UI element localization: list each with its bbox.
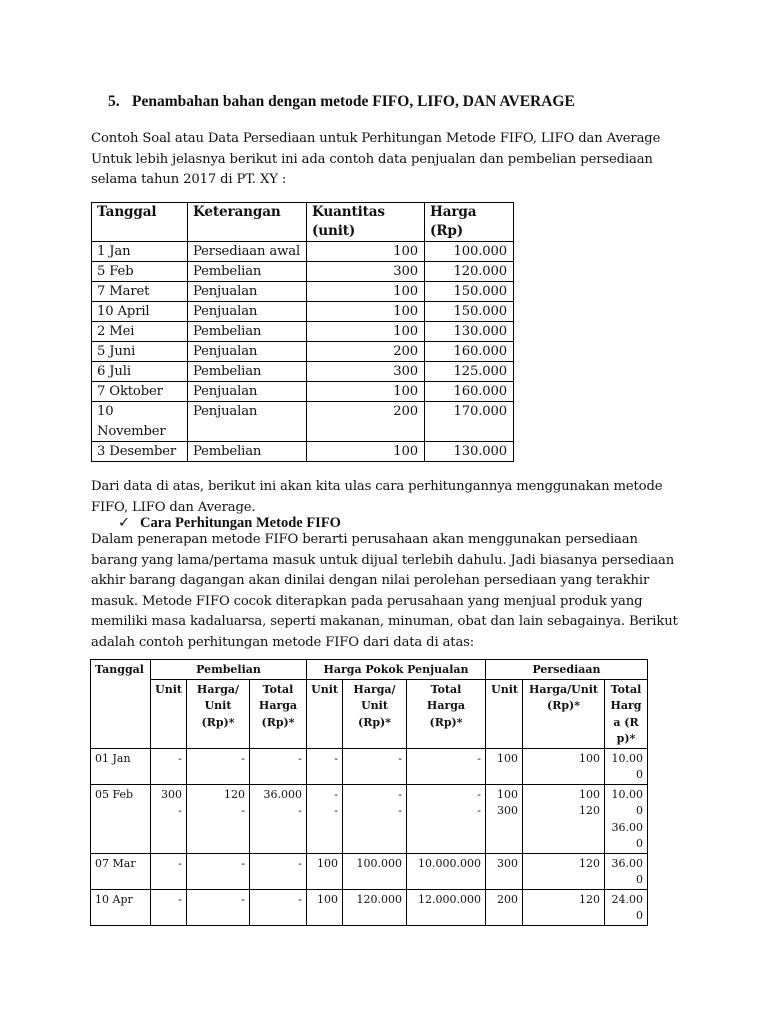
cell-line: 300 bbox=[161, 787, 182, 801]
cell-line: - bbox=[334, 787, 338, 801]
cell-hpp-harga-unit bbox=[343, 889, 407, 925]
cell-pembelian-harga-unit bbox=[187, 889, 250, 925]
cell-persediaan-harga-unit bbox=[523, 784, 605, 853]
cell-harga: 160.000 bbox=[425, 382, 514, 402]
cell-persediaan-unit bbox=[486, 889, 523, 925]
cell-tanggal: 07 Mar bbox=[91, 853, 151, 889]
table-row bbox=[91, 748, 648, 784]
cell-line: 0 bbox=[636, 837, 643, 850]
cell-keterangan: Pembelian bbox=[188, 262, 307, 282]
cell-tanggal: 7 Oktober bbox=[92, 382, 188, 402]
cell-line: 120 bbox=[224, 787, 245, 801]
cell-line: - bbox=[241, 804, 245, 817]
intro-line: Contoh Soal atau Data Persediaan untuk Perhitungan Metode FIFO, LIFO dan Average bbox=[91, 131, 661, 146]
cell-line: - bbox=[298, 751, 302, 765]
cell-line: 0 bbox=[636, 909, 643, 922]
cell-harga: 150.000 bbox=[425, 282, 514, 302]
intro-line: Untuk lebih jelasnya berikut ini ada contoh data penjualan dan pembelian persediaan bbox=[91, 151, 653, 167]
text-line: masuk. Metode FIFO cocok diterapkan pada perusahaan yang menjual produk yang bbox=[91, 593, 643, 609]
cell-harga: 130.000 bbox=[425, 442, 514, 462]
inventory-data-table bbox=[91, 202, 514, 462]
header-unit: Unit bbox=[486, 679, 523, 748]
cell-line: 300 bbox=[497, 856, 518, 870]
cell-persediaan-total bbox=[605, 889, 648, 925]
header-pembelian: Pembelian bbox=[151, 660, 307, 680]
table-row bbox=[91, 853, 648, 889]
transition-paragraph bbox=[91, 477, 691, 518]
cell-line: - bbox=[398, 751, 402, 765]
cell-kuantitas: 300 bbox=[307, 262, 425, 282]
cell-line: - bbox=[477, 787, 481, 801]
cell-harga: 170.000 bbox=[425, 402, 514, 442]
cell-line: 36.00 bbox=[611, 820, 643, 834]
cell-line: 120 bbox=[579, 892, 600, 906]
table-row bbox=[92, 262, 514, 282]
cell-kuantitas: 100 bbox=[307, 282, 425, 302]
cell-persediaan-harga-unit bbox=[523, 748, 605, 784]
cell-keterangan: Penjualan bbox=[188, 342, 307, 362]
fifo-calculation-table bbox=[90, 659, 648, 926]
header-tanggal: Tanggal bbox=[91, 660, 151, 749]
header-unit: Unit bbox=[151, 679, 187, 748]
cell-line: 24.00 bbox=[611, 892, 643, 906]
cell-line: 100 bbox=[317, 856, 338, 870]
cell-line: 100 bbox=[579, 751, 600, 765]
cell-line: 100 bbox=[579, 787, 600, 801]
cell-keterangan: Pembelian bbox=[188, 362, 307, 382]
cell-line: - bbox=[241, 892, 245, 906]
cell-line: 36.000 bbox=[263, 787, 302, 801]
cell-line: 36.00 bbox=[611, 856, 643, 870]
cell-line: - bbox=[398, 787, 402, 801]
cell-kuantitas: 200 bbox=[307, 402, 425, 442]
cell-line: 10.00 bbox=[611, 787, 643, 801]
section-heading bbox=[108, 93, 575, 111]
table-row bbox=[92, 242, 514, 262]
cell-line: - bbox=[477, 804, 481, 817]
cell-line: 100 bbox=[497, 751, 518, 765]
cell-kuantitas: 100 bbox=[307, 242, 425, 262]
cell-line: 10.00 bbox=[611, 751, 643, 765]
cell-pembelian-total bbox=[250, 889, 307, 925]
cell-hpp-harga-unit bbox=[343, 853, 407, 889]
cell-line: - bbox=[178, 804, 182, 817]
header-persediaan: Persediaan bbox=[486, 660, 648, 680]
cell-hpp-total bbox=[407, 748, 486, 784]
cell-tanggal: 6 Juli bbox=[92, 362, 188, 382]
cell-line: 12.000.000 bbox=[418, 892, 481, 906]
cell-tanggal: 01 Jan bbox=[91, 748, 151, 784]
cell-keterangan: Pembelian bbox=[188, 322, 307, 342]
cell-kuantitas: 300 bbox=[307, 362, 425, 382]
cell-line: 100.000 bbox=[356, 856, 402, 870]
cell-pembelian-harga-unit bbox=[187, 748, 250, 784]
header-total-harga: Total Harg a (Rp)* bbox=[605, 679, 648, 748]
cell-hpp-unit bbox=[307, 853, 343, 889]
cell-line: - bbox=[477, 751, 481, 765]
cell-line: - bbox=[298, 856, 302, 870]
cell-pembelian-harga-unit bbox=[187, 784, 250, 853]
cell-line: 10.000.000 bbox=[418, 856, 481, 870]
table-row bbox=[92, 442, 514, 462]
header-hpp: Harga Pokok Penjualan bbox=[307, 660, 486, 680]
cell-hpp-unit bbox=[307, 889, 343, 925]
sub-header-row bbox=[91, 679, 648, 748]
cell-pembelian-unit bbox=[151, 853, 187, 889]
header-keterangan: Keterangan bbox=[188, 203, 307, 242]
cell-line: - bbox=[178, 751, 182, 765]
cell-harga: 160.000 bbox=[425, 342, 514, 362]
cell-tanggal: 05 Feb bbox=[91, 784, 151, 853]
text-line: adalah contoh perhitungan metode FIFO dari data di atas: bbox=[91, 634, 475, 650]
cell-tanggal: 5 Feb bbox=[92, 262, 188, 282]
cell-kuantitas: 100 bbox=[307, 382, 425, 402]
cell-line: 0 bbox=[636, 768, 643, 781]
cell-harga: 130.000 bbox=[425, 322, 514, 342]
table-row bbox=[92, 302, 514, 322]
cell-tanggal: 10 November bbox=[92, 402, 188, 442]
cell-persediaan-harga-unit bbox=[523, 853, 605, 889]
text-line: akhir barang dagangan akan dinilai dengan nilai perolehan persediaan yang terakhir bbox=[91, 573, 650, 588]
table-row bbox=[92, 382, 514, 402]
cell-line: 300 bbox=[497, 804, 518, 817]
header-kuantitas: Kuantitas (unit) bbox=[307, 203, 425, 242]
intro-line: selama tahun 2017 di PT. XY : bbox=[91, 172, 287, 187]
table-row bbox=[92, 282, 514, 302]
cell-pembelian-unit bbox=[151, 889, 187, 925]
header-unit: Unit bbox=[307, 679, 343, 748]
cell-tanggal: 2 Mei bbox=[92, 322, 188, 342]
cell-pembelian-unit bbox=[151, 748, 187, 784]
cell-tanggal: 3 Desember bbox=[92, 442, 188, 462]
cell-line: 100 bbox=[317, 892, 338, 906]
cell-persediaan-harga-unit bbox=[523, 889, 605, 925]
header-harga: Harga (Rp) bbox=[425, 203, 514, 242]
header-total-harga: Total Harga (Rp)* bbox=[407, 679, 486, 748]
cell-line: 200 bbox=[497, 892, 518, 906]
cell-harga: 150.000 bbox=[425, 302, 514, 322]
cell-hpp-total bbox=[407, 853, 486, 889]
cell-keterangan: Penjualan bbox=[188, 282, 307, 302]
section-title: Penambahan bahan dengan metode FIFO, LIFO, DAN AVERAGE bbox=[132, 93, 575, 110]
cell-pembelian-total bbox=[250, 748, 307, 784]
fifo-paragraph bbox=[91, 530, 691, 653]
group-header-row bbox=[91, 660, 648, 680]
cell-pembelian-total bbox=[250, 784, 307, 853]
cell-harga: 100.000 bbox=[425, 242, 514, 262]
cell-pembelian-unit bbox=[151, 784, 187, 853]
cell-line: 100 bbox=[497, 787, 518, 801]
cell-line: - bbox=[178, 892, 182, 906]
cell-line: 120 bbox=[579, 804, 600, 817]
cell-persediaan-unit bbox=[486, 748, 523, 784]
table-row bbox=[92, 362, 514, 382]
cell-line: - bbox=[241, 856, 245, 870]
section-number: 5. bbox=[108, 93, 120, 110]
cell-line: - bbox=[241, 751, 245, 765]
cell-tanggal: 5 Juni bbox=[92, 342, 188, 362]
cell-hpp-unit bbox=[307, 748, 343, 784]
cell-tanggal: 10 April bbox=[92, 302, 188, 322]
header-harga-unit: Harga/ Unit (Rp)* bbox=[343, 679, 407, 748]
checkmark-icon: ✓ bbox=[118, 515, 131, 531]
cell-line: 0 bbox=[636, 804, 643, 817]
cell-pembelian-total bbox=[250, 853, 307, 889]
cell-hpp-total bbox=[407, 889, 486, 925]
cell-kuantitas: 100 bbox=[307, 442, 425, 462]
cell-hpp-unit bbox=[307, 784, 343, 853]
intro-paragraph bbox=[91, 129, 691, 191]
cell-persediaan-unit bbox=[486, 853, 523, 889]
cell-keterangan: Persediaan awal bbox=[188, 242, 307, 262]
table-row bbox=[91, 889, 648, 925]
cell-kuantitas: 100 bbox=[307, 322, 425, 342]
cell-persediaan-total bbox=[605, 853, 648, 889]
header-tanggal: Tanggal bbox=[92, 203, 188, 242]
text-line: barang yang lama/pertama masuk untuk dijual terlebih dahulu. Jadi biasanya persediaan bbox=[91, 552, 675, 568]
cell-keterangan: Penjualan bbox=[188, 382, 307, 402]
header-harga-unit: Harga/Unit (Rp)* bbox=[523, 679, 605, 748]
cell-keterangan: Penjualan bbox=[188, 402, 307, 442]
cell-tanggal: 1 Jan bbox=[92, 242, 188, 262]
cell-kuantitas: 200 bbox=[307, 342, 425, 362]
cell-line: 120.000 bbox=[356, 892, 402, 906]
cell-tanggal: 7 Maret bbox=[92, 282, 188, 302]
cell-harga: 125.000 bbox=[425, 362, 514, 382]
cell-line: 0 bbox=[636, 873, 643, 886]
table-row bbox=[92, 322, 514, 342]
cell-tanggal: 10 Apr bbox=[91, 889, 151, 925]
cell-persediaan-unit bbox=[486, 784, 523, 853]
cell-keterangan: Penjualan bbox=[188, 302, 307, 322]
text-line: Dalam penerapan metode FIFO berarti perusahaan akan menggunakan persediaan bbox=[91, 532, 638, 547]
cell-harga: 120.000 bbox=[425, 262, 514, 282]
table-header-row bbox=[92, 203, 514, 242]
cell-hpp-total bbox=[407, 784, 486, 853]
fifo-subheading-text: Cara Perhitungan Metode FIFO bbox=[140, 515, 341, 531]
cell-pembelian-harga-unit bbox=[187, 853, 250, 889]
table-row bbox=[91, 784, 648, 853]
text-line: FIFO, LIFO dan Average. bbox=[91, 499, 256, 515]
cell-persediaan-total bbox=[605, 784, 648, 853]
cell-hpp-harga-unit bbox=[343, 784, 407, 853]
cell-line: 120 bbox=[579, 856, 600, 870]
cell-persediaan-total bbox=[605, 748, 648, 784]
cell-line: - bbox=[398, 804, 402, 817]
cell-line: - bbox=[298, 804, 302, 817]
cell-hpp-harga-unit bbox=[343, 748, 407, 784]
text-line: Dari data di atas, berikut ini akan kita ulas cara perhitungannya menggunakan metode bbox=[91, 479, 663, 494]
table-row bbox=[92, 402, 514, 442]
cell-keterangan: Pembelian bbox=[188, 442, 307, 462]
cell-kuantitas: 100 bbox=[307, 302, 425, 322]
header-harga-unit: Harga/ Unit (Rp)* bbox=[187, 679, 250, 748]
table-row bbox=[92, 342, 514, 362]
cell-line: - bbox=[334, 751, 338, 765]
text-line: memiliki masa kadaluarsa, seperti makanan, minuman, obat dan lain sebagainya. Berikut bbox=[91, 614, 678, 629]
cell-line: - bbox=[334, 804, 338, 817]
cell-line: - bbox=[298, 892, 302, 906]
header-total-harga: Total Harga (Rp)* bbox=[250, 679, 307, 748]
cell-line: - bbox=[178, 856, 182, 870]
